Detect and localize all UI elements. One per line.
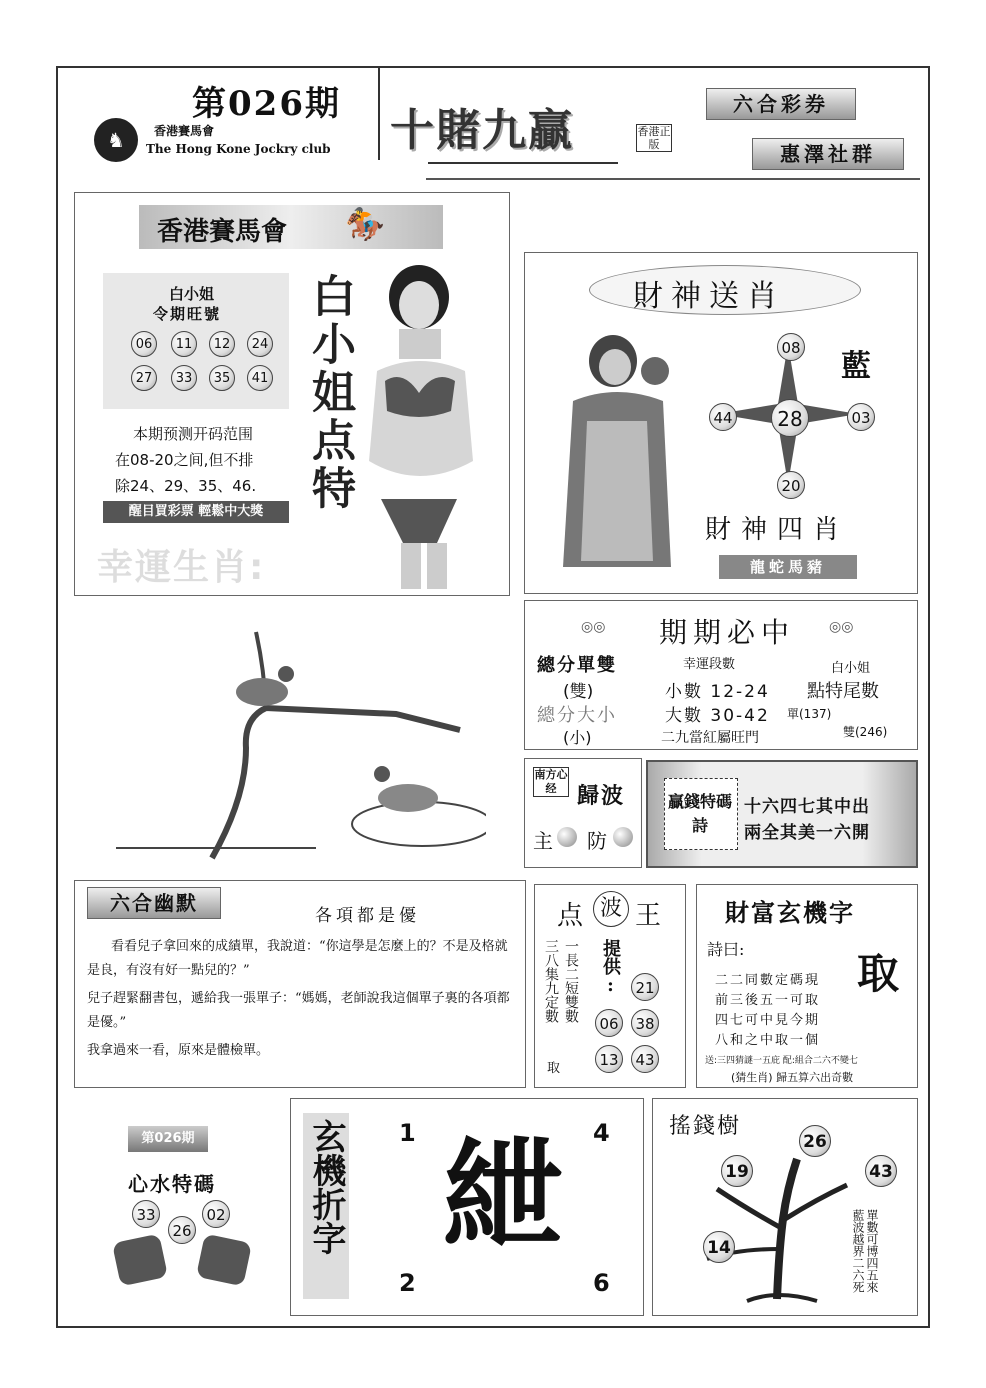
dianbo-ball: 43 — [631, 1045, 659, 1073]
jockey-banner-text: 香港賽馬會 — [157, 217, 288, 247]
humor-para-3: 我拿過來一看，原來是體檢單。 — [87, 1043, 270, 1058]
brand-title: 十賭九贏 — [390, 105, 574, 156]
dianbo-ball: 38 — [631, 1009, 659, 1037]
caishen-title: 財神送肖 — [633, 279, 785, 314]
predict-line-1: 本期预测开码范围 — [133, 425, 254, 443]
tree-side-text: 單數可博四五來 藍波越界二六死 — [851, 1209, 879, 1293]
humor-tag: 六合幽默 — [87, 887, 221, 919]
box-title-2: 令期旺號 — [153, 305, 222, 323]
humor-para-2: 兒子趕緊翻書包，遞給我一張單子：“媽媽，老師說我這個單子裏的各項都是優。” — [87, 991, 510, 1030]
qiqi-r3b: 大數 30-42 — [665, 706, 770, 726]
dianbo-ball: 13 — [595, 1045, 623, 1073]
dianbo-panel — [534, 884, 686, 1088]
left-hand-icon — [112, 1233, 168, 1286]
xinshui-ball: 33 — [132, 1200, 160, 1228]
nanfang-title: 歸波 — [577, 784, 626, 809]
jockey-logo: ♞ — [94, 118, 138, 162]
jockey-club-cn: 香港賽馬會 — [154, 124, 215, 138]
qiqi-panel — [524, 600, 918, 750]
caishen-figure — [553, 331, 683, 575]
xinshui-title: 心水特碼 — [128, 1172, 216, 1196]
coin-icon: ◎◎ — [581, 619, 606, 635]
caifu-title: 財富玄機字 — [725, 898, 855, 927]
qiqi-r1a: 總分單雙 — [537, 655, 617, 676]
vertical-title: 白小姐点特 — [304, 273, 355, 513]
dianbo-ball: 06 — [595, 1009, 623, 1037]
poem-line-2: 兩全其美一六開 — [744, 823, 870, 843]
guard-label: 防 — [587, 829, 607, 853]
dianbo-col-1: 一長二短雙數 — [563, 939, 579, 1023]
poem-panel — [646, 760, 918, 868]
header-line — [426, 178, 920, 180]
header-divider — [378, 68, 380, 160]
nanfang-panel — [524, 758, 642, 868]
predict-line-3: 除24、29、35、46. — [115, 477, 257, 495]
xuanji-big-char: 紲 — [443, 1128, 563, 1267]
lucky-ball: 24 — [247, 331, 273, 357]
lucky-ball: 33 — [171, 365, 197, 391]
tree-panel — [652, 1098, 918, 1316]
xuanji-num-4: 4 — [593, 1119, 610, 1147]
caifu-note: 送:三四猜謎一五庇 配:組合二六不變七 — [705, 1056, 858, 1066]
dianbo-provide: 提供: — [600, 939, 621, 996]
qiqi-r4c: 雙(246) — [843, 725, 888, 739]
xinshui-ball: 02 — [202, 1200, 230, 1228]
compass-top: 08 — [777, 333, 805, 361]
xuanji-num-2: 2 — [399, 1269, 416, 1297]
box-title-1: 白小姐 — [169, 285, 215, 303]
bird-illustration — [96, 628, 486, 860]
dianbo-ball: 21 — [631, 973, 659, 1001]
right-hand-icon — [196, 1233, 252, 1286]
xuanji-num-1: 1 — [399, 1119, 416, 1147]
humor-subtitle: 各項都是優 — [315, 906, 420, 926]
lucky-zodiac-label: 幸運生肖: — [97, 547, 266, 588]
horse-icon: 🏇 — [345, 205, 385, 243]
dianbo-col-3: 取 — [547, 1061, 561, 1076]
caishen-four: 財神四肖 — [705, 515, 850, 545]
lucky-ball: 41 — [247, 365, 273, 391]
caifu-line-3: 四七可中見今期 — [715, 1013, 821, 1028]
tree-ball: 19 — [721, 1155, 753, 1187]
dianbo-title-left: 点 — [557, 901, 584, 931]
baixiaojie-panel — [74, 192, 510, 596]
jockey-club-en: The Hong Kone Jockry club — [146, 142, 331, 156]
humor-panel — [74, 880, 526, 1088]
main-ball-icon — [557, 827, 577, 847]
nanfang-badge: 南方心经 — [534, 768, 568, 795]
tag-lottery: 六合彩券 — [706, 88, 856, 120]
lucky-ball: 27 — [131, 365, 157, 391]
compass-right: 03 — [847, 403, 875, 431]
caifu-line-1: 二二同數定碼現 — [715, 973, 821, 988]
xuanji-label: 玄機折字 — [306, 1119, 346, 1255]
brand-badge: 香港正版 — [637, 125, 671, 151]
tag-community: 惠澤社群 — [752, 138, 904, 170]
tree-illustration — [687, 1139, 867, 1309]
xinshui-badge: 第026期 — [128, 1126, 208, 1152]
caifu-line-2: 前三後五一可取 — [715, 993, 821, 1008]
tree-ball: 14 — [703, 1231, 735, 1263]
qiqi-r4a: (小) — [563, 728, 592, 747]
qiqi-r4b: 二九當紅屬旺門 — [661, 730, 759, 746]
lucky-ball: 12 — [209, 331, 235, 357]
caishen-zodiacs: 龍蛇馬豬 — [719, 555, 857, 579]
xinshui-panel — [76, 1098, 276, 1318]
lucky-ball: 06 — [131, 331, 157, 357]
xinshui-ball: 26 — [168, 1216, 196, 1244]
jockey-banner — [139, 205, 443, 249]
qiqi-r1c: 白小姐 — [831, 661, 871, 676]
lucky-ball: 11 — [171, 331, 197, 357]
guard-ball-icon — [613, 827, 633, 847]
compass-center: 28 — [771, 399, 809, 437]
tree-title: 搖錢樹 — [669, 1114, 742, 1139]
main-label: 主 — [533, 829, 553, 853]
caifu-big-char: 取 — [857, 949, 900, 998]
xuanji-num-6: 6 — [593, 1269, 610, 1297]
xuanji-panel — [290, 1098, 644, 1316]
caifu-foot: (猜生肖) 歸五算六出奇數 — [731, 1071, 854, 1084]
compass-bottom: 20 — [777, 471, 805, 499]
dianbo-col-2: 三八集九定數 — [543, 939, 559, 1023]
figure-illustration — [347, 261, 497, 591]
qiqi-r2a: (雙) — [563, 682, 594, 702]
coin-icon: ◎◎ — [829, 619, 854, 635]
predict-line-2: 在08-20之间,但不排 — [115, 451, 254, 469]
header — [58, 68, 928, 178]
dianbo-title-center: 波 — [593, 891, 629, 927]
qiqi-r2c: 點特尾數 — [807, 681, 879, 702]
poem-label: 贏錢特碼詩 — [668, 792, 733, 835]
qiqi-r1b: 幸運段數 — [683, 657, 736, 672]
brand-underline — [428, 162, 618, 164]
qiqi-title: 期期必中 — [659, 616, 796, 649]
lucky-ball: 35 — [209, 365, 235, 391]
color-word: 藍 — [841, 349, 871, 384]
qiqi-r3b2: 單(137) — [787, 707, 832, 721]
humor-para-1: 看看兒子拿回來的成績單，我說道：“你這學是怎麼上的？不是及格就是良，有沒有好一點兒的？” — [87, 939, 508, 978]
lucky-number-box — [103, 273, 289, 409]
slogan-tag: 醒目買彩票 輕鬆中大獎 — [103, 501, 289, 523]
dianbo-title-right: 王 — [635, 901, 662, 931]
caifu-poem-head: 詩曰: — [707, 940, 745, 959]
caifu-panel — [696, 884, 918, 1088]
qiqi-r3a: 總分大小 — [537, 705, 617, 726]
compass-left: 44 — [709, 403, 737, 431]
qiqi-r2b: 小數 12-24 — [665, 682, 770, 702]
issue-number: 第026期 — [192, 84, 341, 124]
poem-line-1: 十六四七其中出 — [744, 797, 870, 817]
tree-ball: 26 — [799, 1125, 831, 1157]
caishen-panel — [524, 252, 918, 594]
caifu-line-4: 八和之中取一個 — [715, 1033, 821, 1048]
tree-ball: 43 — [865, 1155, 897, 1187]
